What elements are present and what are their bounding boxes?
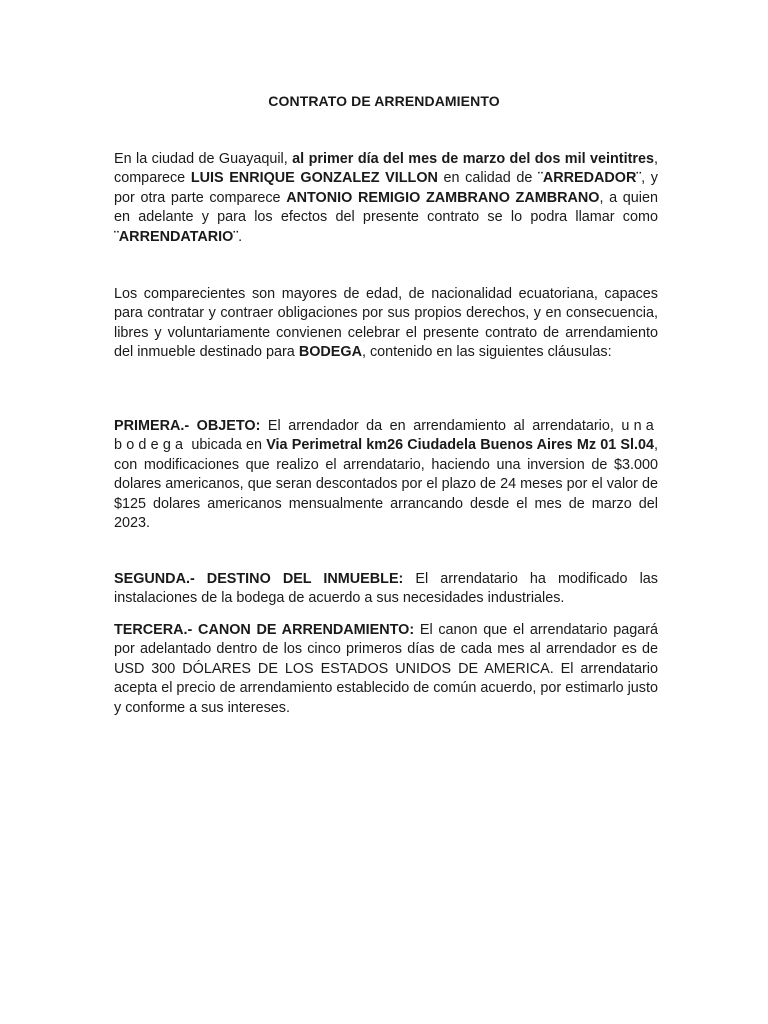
clause-tercera-heading: TERCERA.- CANON DE ARRENDAMIENTO:: [114, 622, 415, 638]
clause-primera: [114, 417, 658, 533]
intro-text-1: En la ciudad de Guayaquil,: [114, 151, 293, 167]
comparecientes-text-2: , contenido en las siguientes cláusulas:: [361, 344, 612, 361]
clause-segunda: [114, 570, 658, 609]
clause-primera-spaced-text: una bodega: [114, 418, 658, 454]
comparecientes-paragraph: [114, 285, 658, 363]
intro-paragraph: [114, 150, 658, 247]
intro-text-2: , comparece: [114, 151, 658, 187]
intro-date: al primer día del mes de marzo del dos mil veintitres: [292, 151, 654, 167]
destino-bodega: BODEGA: [298, 344, 362, 361]
intro-text-4: , y por otra parte comparece: [114, 170, 658, 206]
arrendatario-role: ¨ARRENDATARIO¨: [114, 228, 239, 245]
clause-segunda-text: El arrendatario ha modificado las instalaciones de la bodega de acuerdo a sus necesidades industriales.: [114, 571, 658, 607]
clause-primera-heading: PRIMERA.- OBJETO:: [114, 418, 261, 434]
arrendador-name: LUIS ENRIQUE GONZALEZ VILLON: [190, 170, 438, 187]
comparecientes-text-1: Los comparecientes son mayores de edad, de nacionalidad ecuatoriana, capaces para contratar y contraer obligaciones por sus propios derechos, y en consecuencia, libres y voluntariamente convienen celebrar el presente contrato de arrendamiento del inmueble destinado para: [114, 286, 658, 361]
document-title: CONTRATO DE ARRENDAMIENTO: [268, 93, 500, 109]
clause-tercera: [114, 621, 658, 718]
intro-text-6: .: [238, 228, 243, 245]
clause-primera-text-2: ubicada en: [187, 437, 267, 454]
arrendatario-name: ANTONIO REMIGIO ZAMBRANO ZAMBRANO: [286, 189, 600, 206]
intro-text-3: en calidad de: [437, 170, 539, 187]
clause-tercera-text: El canon que el arrendatario pagará por adelantado dentro de los cinco primeros días de cada mes al arrendador es de USD 300 DÓLARES DE LOS ESTADOS UNIDOS DE AMERICA. El arrendatario acepta el precio de arrendamiento establecido de común acuerdo, por estimarlo justo y conforme a sus intereses.: [114, 622, 658, 716]
intro-text-5: , a quien en adelante y para los efectos del presente contrato se lo podra llamar como: [114, 189, 658, 226]
arrendador-role: ¨ARREDADOR¨: [538, 170, 642, 187]
clause-primera-text-1: El arrendador da en arrendamiento al arrendatario,: [260, 418, 622, 434]
clause-primera-text-3: , con modificaciones que realizo el arrendatario, haciendo una inversion de $3.000 dolares americanos, que seran descontados por el plazo de 24 meses por el valor de $125 dolares americanos mensualmente arrancando desde el mes de marzo del 2023.: [114, 437, 658, 532]
property-address: Via Perimetral km26 Ciudadela Buenos Aires Mz 01 Sl.04: [266, 437, 654, 454]
clause-segunda-heading: SEGUNDA.- DESTINO DEL INMUEBLE:: [114, 571, 404, 587]
